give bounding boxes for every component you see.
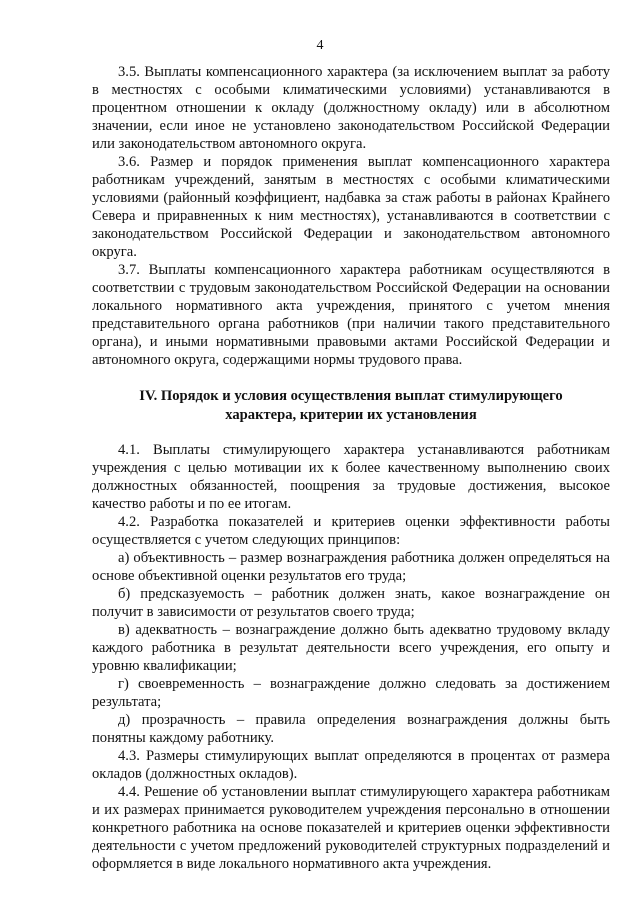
section-heading xyxy=(92,387,610,425)
section-heading-line-2: характера, критерии их установления xyxy=(225,407,477,423)
paragraph-3-7: 3.7. Выплаты компенсационного характера работникам осуществляются в соответствии с трудовым законодательством Российской Федерации на основании локального нормативного акта учреждения, принятого с учетом мнения представительного органа работников (при наличии такого представительного органа), и иными нормативными правовыми актами Российской Федерации и автономного округа, содержащими нормы трудового права. xyxy=(92,262,610,368)
page-number: 4 xyxy=(316,38,324,53)
list-item-d: г) своевременность – вознаграждение должно следовать за достижением результата; xyxy=(92,676,610,710)
paragraph-4-4: 4.4. Решение об установлении выплат стимулирующего характера работникам и их размерах принимается руководителем учреждения персонально в отношении конкретного работника на основе показателей и критериев оценки эффективности деятельности с учетом предложений руководителей структурных подразделений и оформляется в виде локального нормативного акта учреждения. xyxy=(92,784,610,872)
section-heading-line-1: IV. Порядок и условия осуществления выплат стимулирующего xyxy=(139,388,563,404)
paragraph-3-5: 3.5. Выплаты компенсационного характера (за исключением выплат за работу в местностях с особыми климатическими условиями) устанавливаются в процентном отношении к окладу (должностному окладу) или в абсолютном значении, если иное не установлено законодательством Российской Федерации или законодательством автономного округа. xyxy=(92,64,610,152)
paragraph-4-1: 4.1. Выплаты стимулирующего характера устанавливаются работникам учреждения с целью мотивации их к более качественному выполнению своих должностных обязанностей, поощрения за трудовые достижения, высокое качество работы и по ее итогам. xyxy=(92,442,610,512)
list-item-c: в) адекватность – вознаграждение должно быть адекватно трудовому вкладу каждого работника в результат деятельности всего учреждения, его опыту и уровню квалификации; xyxy=(92,622,610,674)
document-body xyxy=(92,63,610,873)
list-item-b: б) предсказуемость – работник должен знать, какое вознаграждение он получит в зависимости от результатов своего труда; xyxy=(92,586,610,620)
paragraph-4-3: 4.3. Размеры стимулирующих выплат определяются в процентах от размера окладов (должностных окладов). xyxy=(92,748,610,782)
paragraph-4-2: 4.2. Разработка показателей и критериев оценки эффективности работы осуществляется с учетом следующих принципов: xyxy=(92,514,610,548)
list-item-a: а) объективность – размер вознаграждения работника должен определяться на основе объективной оценки результатов его труда; xyxy=(92,550,610,584)
list-item-e: д) прозрачность – правила определения вознаграждения должны быть понятны каждому работнику. xyxy=(92,712,610,746)
paragraph-3-6: 3.6. Размер и порядок применения выплат компенсационного характера работникам учреждений, занятым в местностях с особыми климатическими условиями (районный коэффициент, надбавка за стаж работы в районах Крайнего Севера и приравненных к ним местностях), устанавливаются в соответствии с законодательством Российской Федерации и законодательством автономного округа. xyxy=(92,154,610,260)
